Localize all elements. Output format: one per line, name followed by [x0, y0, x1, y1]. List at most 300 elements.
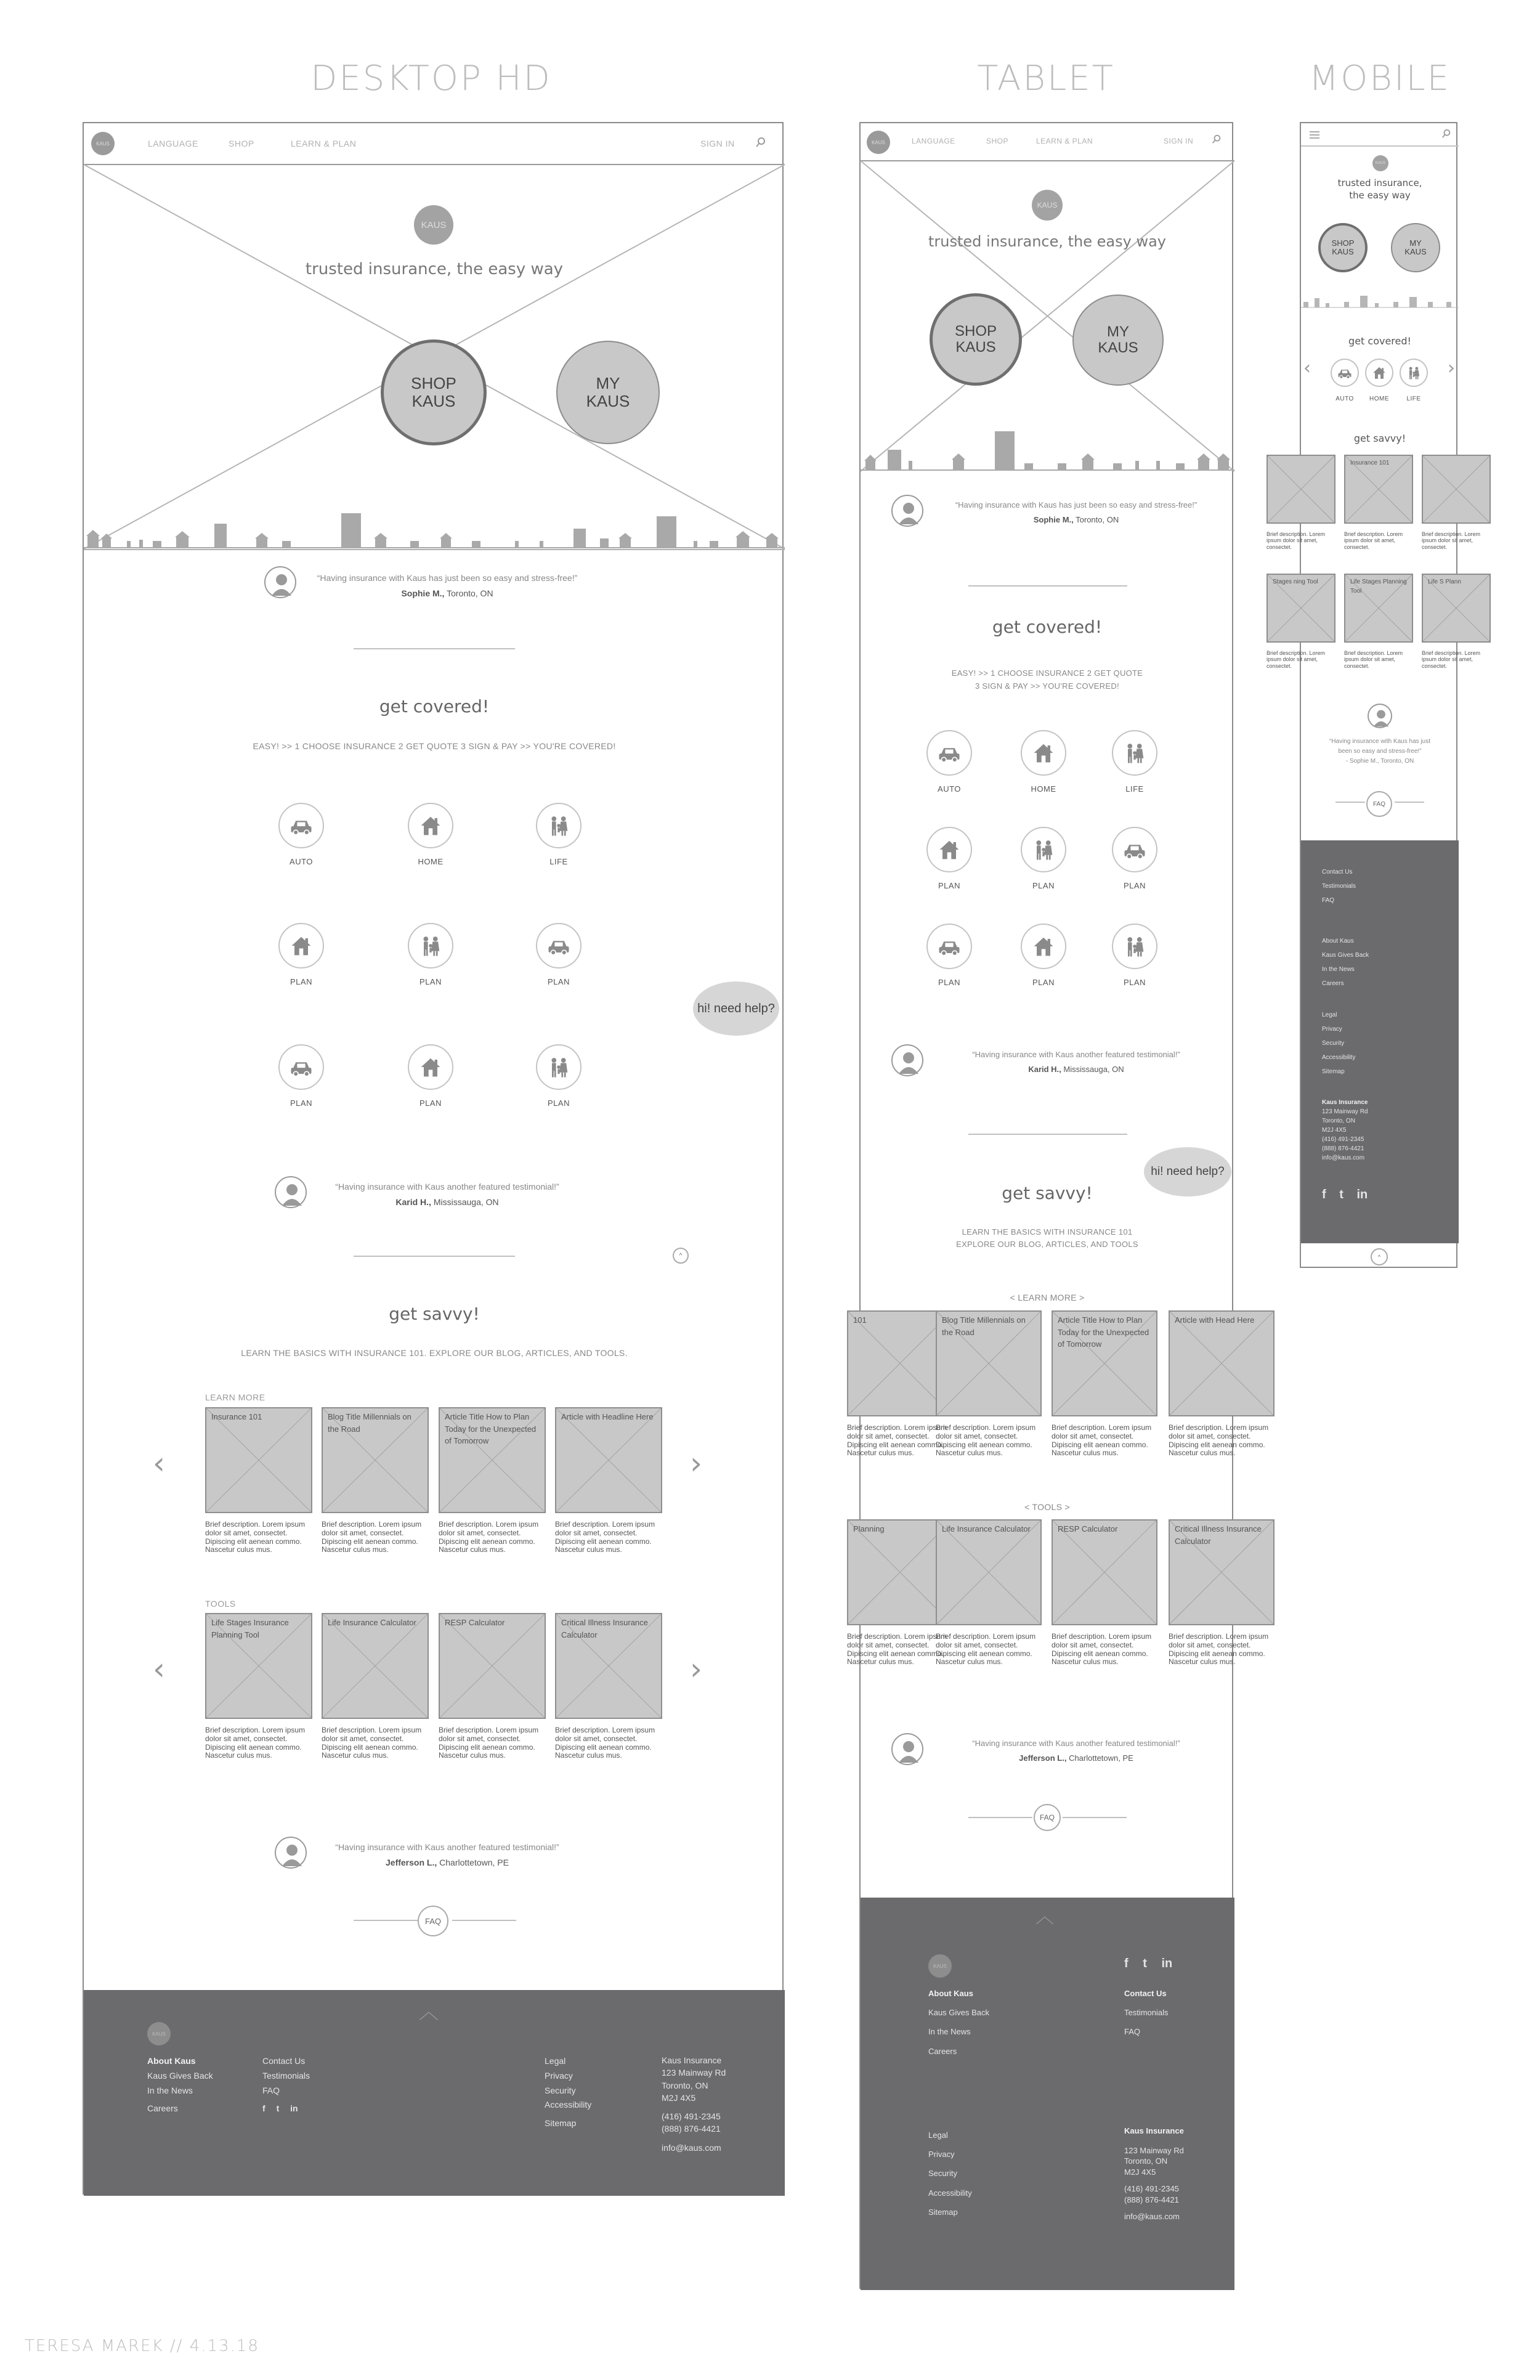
- faq-button[interactable]: [1034, 1804, 1061, 1831]
- coverage-label: HOME: [418, 857, 444, 866]
- faq-divider-left: [1335, 802, 1365, 803]
- testimonial-author: [934, 515, 1218, 524]
- testimonial-author: [287, 1858, 607, 1867]
- coverage-option[interactable]: [914, 827, 984, 890]
- footer-email[interactable]: info@kaus.com: [662, 2142, 721, 2153]
- help-chat-bubble[interactable]: [693, 981, 779, 1036]
- hero-logo: [414, 205, 453, 245]
- card-description: Brief description. Lorem ipsum dolor sit amet, consectet. Dipiscing elit aenean commo. Nascetur culus mus.: [847, 1423, 947, 1458]
- footer-faq-link[interactable]: FAQ: [262, 2085, 280, 2095]
- footer-news-link[interactable]: In the News: [147, 2085, 193, 2095]
- testimonial-quote: “Having insurance with Kaus another featured testimonial!”: [335, 1842, 559, 1852]
- savvy-title: get savvy!: [389, 1304, 480, 1324]
- my-kaus-button[interactable]: MY KAUS: [556, 341, 660, 444]
- nav-learn-plan[interactable]: LEARN & PLAN: [1036, 137, 1093, 145]
- nav-sign-in[interactable]: SIGN IN: [700, 139, 735, 148]
- card-title: Life Insurance Calculator: [942, 1524, 1031, 1533]
- card-title: Planning: [853, 1524, 885, 1533]
- footer-about-link[interactable]: About Kaus: [147, 2056, 196, 2066]
- hero-divider: [84, 549, 785, 550]
- savvy-title: get savvy!: [1353, 433, 1406, 444]
- author-name: Jefferson L.,: [1019, 1753, 1067, 1763]
- mobile-footer: [1301, 840, 1459, 1243]
- city-skyline: [1301, 294, 1459, 308]
- coverage-option[interactable]: [1008, 827, 1079, 890]
- footer-address1: 123 Mainway Rd: [1124, 2145, 1184, 2155]
- coverage-option[interactable]: [266, 1044, 336, 1108]
- card-description: Brief description. Lorem ipsum dolor sit amet, consectet. Dipiscing elit aenean commo. Nascetur culus mus.: [322, 1726, 422, 1760]
- card-description: Brief description. Lorem ipsum dolor sit amet, consectet.: [1266, 650, 1326, 669]
- faq-button[interactable]: [418, 1906, 448, 1936]
- footer-legal-link[interactable]: Legal: [928, 2130, 948, 2140]
- footer-phone1[interactable]: (416) 491-2345: [1124, 2184, 1179, 2194]
- footer-col-legal: [545, 2054, 591, 2131]
- footer-col-contact: [1124, 1984, 1169, 2042]
- hero-tagline: trusted insurance, the easy way: [928, 233, 1166, 250]
- footer-privacy-link[interactable]: Privacy: [928, 2150, 955, 2159]
- footer-email[interactable]: info@kaus.com: [1124, 2212, 1180, 2222]
- coverage-option[interactable]: [524, 1044, 594, 1108]
- coverage-label: PLAN: [419, 977, 442, 986]
- house-icon: [1021, 730, 1066, 776]
- covered-steps-2: 3 SIGN & PAY >> YOU'RE COVERED!: [975, 681, 1120, 691]
- card-title: Life Insurance Calculator: [328, 1618, 416, 1627]
- coverage-option[interactable]: [266, 923, 336, 986]
- testimonial-author: [287, 588, 607, 598]
- savvy-subtitle-2: EXPLORE OUR BLOG, ARTICLES, AND TOOLS: [956, 1240, 1138, 1249]
- coverage-label: HOME: [1369, 396, 1389, 402]
- author-name: Karid H.,: [395, 1197, 431, 1207]
- footer-phone2[interactable]: (888) 876-4421: [1124, 2195, 1179, 2204]
- car-icon: [278, 803, 324, 848]
- search-icon[interactable]: [1212, 134, 1222, 144]
- card-title: 101: [853, 1315, 867, 1325]
- section-divider: [968, 1134, 1127, 1135]
- card-title: RESP Calculator: [445, 1618, 505, 1627]
- content-card[interactable]: [1266, 574, 1335, 643]
- coverage-option[interactable]: [395, 1044, 466, 1108]
- family-icon: [536, 1044, 582, 1090]
- tablet-frame: [847, 122, 1269, 2289]
- coverage-label: PLAN: [290, 1099, 312, 1108]
- tools-label[interactable]: < TOOLS >: [1024, 1502, 1070, 1512]
- content-card[interactable]: [322, 1407, 429, 1513]
- footer-privacy-link[interactable]: Privacy: [545, 2070, 573, 2081]
- nav-language[interactable]: LANGUAGE: [912, 137, 955, 145]
- avatar: [891, 1044, 923, 1076]
- card-title: Article Title How to Plan Today for the Unexpected of Tomorrow: [1058, 1315, 1149, 1349]
- coverage-option[interactable]: [524, 923, 594, 986]
- author-city: Mississauga, ON: [1063, 1065, 1124, 1074]
- footer-privacy-link[interactable]: Privacy: [1322, 1026, 1342, 1033]
- nav-shop[interactable]: SHOP: [986, 137, 1009, 145]
- house-icon: [408, 1044, 453, 1090]
- footer-contact-link[interactable]: Contact Us: [262, 2056, 306, 2066]
- covered-title: get covered!: [379, 696, 490, 717]
- footer-email[interactable]: info@kaus.com: [1322, 1155, 1365, 1161]
- section-divider: [968, 585, 1127, 587]
- testimonial-quote: “Having insurance with Kaus has just been so easy and stress-free!”: [317, 573, 578, 583]
- desktop-frame: [83, 122, 784, 2195]
- content-card[interactable]: [1344, 574, 1413, 643]
- footer-logo[interactable]: [147, 2022, 171, 2045]
- card-description: Brief description. Lorem ipsum dolor sit amet, consectet. Dipiscing elit aenean commo. Nascetur culus mus.: [205, 1726, 306, 1760]
- search-icon[interactable]: [1441, 129, 1451, 139]
- testimonial-quote: “Having insurance with Kaus has just been so easy and stress-free!”: [1329, 738, 1430, 755]
- coverage-label: LIFE: [1125, 784, 1144, 794]
- footer-company: Kaus Insurance: [662, 2055, 722, 2065]
- faq-text: FAQ: [424, 1916, 441, 1926]
- avatar: [891, 495, 923, 527]
- help-text: hi! need help?: [1151, 1165, 1225, 1178]
- back-to-top-icon[interactable]: ︿: [1035, 1906, 1054, 1928]
- footer-postal: M2J 4X5: [662, 2092, 696, 2103]
- desktop-footer: [84, 1990, 785, 2196]
- coverage-option[interactable]: [914, 924, 984, 987]
- card-title: Article Title How to Plan Today for the Unexpected of Tomorrow: [445, 1412, 537, 1445]
- scroll-up-small-button[interactable]: ^: [673, 1248, 689, 1264]
- hamburger-menu-icon[interactable]: [1310, 131, 1319, 138]
- hero-tagline: trusted insurance, the easy way: [1337, 177, 1422, 201]
- learn-more-label: LEARN MORE: [205, 1392, 265, 1402]
- coverage-label: PLAN: [290, 977, 312, 986]
- car-icon: [278, 1044, 324, 1090]
- testimonial-author: [934, 1753, 1218, 1763]
- coverage-option[interactable]: [1100, 730, 1170, 794]
- social-icons: [262, 2102, 310, 2116]
- footer-security-link[interactable]: Security: [545, 2085, 576, 2095]
- coverage-label: LIFE: [1406, 396, 1421, 402]
- footer-phone1[interactable]: (416) 491-2345: [1322, 1136, 1364, 1143]
- author-name: Jefferson L.,: [386, 1858, 437, 1867]
- carousel-next-icon[interactable]: ›: [690, 1445, 702, 1481]
- shop-kaus-button[interactable]: SHOP KAUS: [930, 293, 1022, 386]
- author-city: Toronto, ON: [1076, 515, 1119, 524]
- footer-logo-text: KAUS: [933, 1963, 947, 1969]
- card-description: Brief description. Lorem ipsum dolor sit amet, consectet. Dipiscing elit aenean commo. Nascetur culus mus.: [936, 1423, 1036, 1458]
- twitter-icon[interactable]: t: [276, 2103, 280, 2114]
- card-title: Article with Head Here: [1175, 1315, 1255, 1325]
- card-title: Article with Headline Here: [561, 1412, 654, 1421]
- author-city: Mississauga, ON: [433, 1197, 499, 1207]
- card-description: Brief description. Lorem ipsum dolor sit amet, consectet. Dipiscing elit aenean commo. Nascetur culus mus.: [1169, 1423, 1269, 1458]
- search-icon[interactable]: [755, 137, 766, 148]
- twitter-icon[interactable]: t: [1339, 1188, 1343, 1201]
- nav-logo[interactable]: [867, 131, 890, 154]
- footer-accessibility-link[interactable]: Accessibility: [545, 2100, 592, 2110]
- family-icon: [1400, 359, 1428, 387]
- faq-button[interactable]: [1366, 791, 1392, 817]
- faq-divider-left: [968, 1817, 1032, 1818]
- footer-careers-link[interactable]: Careers: [147, 2103, 178, 2114]
- footer-phone1[interactable]: (416) 491-2345: [662, 2111, 721, 2122]
- card-title: Insurance 101: [1350, 460, 1390, 466]
- card-description: Brief description. Lorem ipsum dolor sit amet, consectet.: [1344, 531, 1403, 550]
- footer-about-link[interactable]: About Kaus: [1322, 938, 1354, 944]
- content-card[interactable]: [205, 1407, 312, 1513]
- card-title: RESP Calculator: [1058, 1524, 1118, 1533]
- learn-more-label[interactable]: < LEARN MORE >: [1010, 1293, 1085, 1302]
- hero-tagline: trusted insurance, the easy way: [305, 260, 564, 278]
- testimonial-quote: “Having insurance with Kaus has just been so easy and stress-free!”: [955, 500, 1198, 510]
- car-icon: [536, 923, 582, 969]
- coverage-option[interactable]: [266, 803, 336, 866]
- coverage-label: PLAN: [938, 881, 960, 890]
- content-card[interactable]: [936, 1519, 1042, 1625]
- coverage-label: HOME: [1031, 784, 1056, 794]
- facebook-icon[interactable]: f: [1322, 1188, 1326, 1201]
- carousel-next-icon[interactable]: ›: [1448, 357, 1455, 379]
- footer-legal-link[interactable]: Legal: [1322, 1012, 1337, 1018]
- footer-phone2[interactable]: (888) 876-4421: [1322, 1145, 1364, 1152]
- card-title: Critical Illness Insurance Calculator: [561, 1618, 648, 1639]
- content-card[interactable]: [555, 1407, 662, 1513]
- coverage-label: PLAN: [548, 977, 570, 986]
- my-kaus-button[interactable]: MY KAUS: [1072, 294, 1164, 386]
- testimonial-author: [287, 1197, 607, 1207]
- footer-address1: 123 Mainway Rd: [662, 2068, 726, 2078]
- footer-col-legal: [928, 2126, 972, 2222]
- shop-kaus-button[interactable]: SHOP KAUS: [1318, 223, 1368, 272]
- covered-title: get covered!: [1348, 335, 1411, 347]
- footer-address2: Toronto, ON: [1322, 1118, 1355, 1124]
- card-description: Brief description. Lorem ipsum dolor sit amet, consectet.: [1266, 531, 1326, 550]
- content-card[interactable]: [1344, 455, 1413, 524]
- tools-label: TOOLS: [205, 1599, 236, 1609]
- card-description: Brief description. Lorem ipsum dolor sit amet, consectet.: [1422, 531, 1481, 550]
- my-kaus-button[interactable]: MY KAUS: [1391, 223, 1440, 272]
- savvy-subtitle-1: LEARN THE BASICS WITH INSURANCE 101: [962, 1227, 1133, 1237]
- back-to-top-icon[interactable]: ︿: [419, 2000, 439, 2023]
- footer-logo-text: KAUS: [152, 2031, 166, 2037]
- card-description: Brief description. Lorem ipsum dolor sit amet, consectet. Dipiscing elit aenean commo. Nascetur culus mus.: [555, 1520, 655, 1554]
- author-name: Sophie M.,: [1033, 515, 1074, 524]
- footer-phone2[interactable]: (888) 876-4421: [662, 2124, 721, 2134]
- coverage-option[interactable]: [914, 730, 984, 794]
- coverage-label: PLAN: [938, 978, 960, 987]
- shop-kaus-button[interactable]: SHOP KAUS: [381, 339, 487, 445]
- coverage-option[interactable]: [1387, 359, 1440, 402]
- coverage-label: PLAN: [1124, 881, 1146, 890]
- footer-col-contact: [1322, 865, 1356, 908]
- faq-text: FAQ: [1039, 1813, 1055, 1822]
- footer-testimonials-link[interactable]: Testimonials: [1124, 2008, 1169, 2018]
- author-city: Toronto, ON: [447, 588, 493, 598]
- footer-careers-link[interactable]: Careers: [928, 2046, 957, 2056]
- content-card[interactable]: [1169, 1519, 1275, 1625]
- card-title: Life Stages Planning Tool: [1350, 579, 1407, 595]
- author-city: Charlottetown, PE: [439, 1858, 509, 1867]
- footer-col-about: [928, 1984, 989, 2061]
- carousel-next-icon[interactable]: ›: [690, 1651, 702, 1687]
- house-icon: [408, 803, 453, 848]
- content-card[interactable]: [439, 1407, 546, 1513]
- content-card[interactable]: [205, 1613, 312, 1719]
- card-title: Critical Illness Insurance Calculator: [1175, 1524, 1262, 1546]
- coverage-label: LIFE: [549, 857, 568, 866]
- family-icon: [1112, 924, 1157, 969]
- nav-sign-in[interactable]: SIGN IN: [1164, 137, 1194, 145]
- footer-accessibility-link[interactable]: Accessibility: [928, 2188, 972, 2198]
- footer-address2: Toronto, ON: [662, 2080, 708, 2090]
- card-description: Brief description. Lorem ipsum dolor sit amet, consectet. Dipiscing elit aenean commo. Nascetur culus mus.: [1052, 1423, 1152, 1458]
- coverage-option[interactable]: [1100, 827, 1170, 890]
- coverage-option[interactable]: [395, 923, 466, 986]
- footer-col-contact: [262, 2054, 310, 2116]
- social-icons: [1322, 1184, 1368, 1205]
- footer-address1: 123 Mainway Rd: [1322, 1108, 1368, 1115]
- facebook-icon[interactable]: f: [1124, 1957, 1129, 1970]
- hero-logo-text: KAUS: [1375, 161, 1386, 165]
- card-description: Brief description. Lorem ipsum dolor sit amet, consectet. Dipiscing elit aenean commo. Nascetur culus mus.: [1052, 1632, 1152, 1667]
- nav-logo-text: KAUS: [96, 140, 110, 147]
- card-description: Brief description. Lorem ipsum dolor sit amet, consectet. Dipiscing elit aenean commo. Nascetur culus mus.: [439, 1520, 539, 1554]
- footer-security-link[interactable]: Security: [928, 2169, 957, 2179]
- content-card[interactable]: [1422, 455, 1491, 524]
- footer-postal: M2J 4X5: [1322, 1127, 1347, 1134]
- mobile-heading: MOBILE: [1308, 59, 1451, 99]
- nav-language[interactable]: LANGUAGE: [148, 139, 198, 148]
- footer-col-address: [662, 2054, 726, 2154]
- footer-col-legal: [1322, 1008, 1355, 1079]
- card-title: Life Stages Insurance Planning Tool: [211, 1618, 289, 1639]
- footer-gives-link[interactable]: Kaus Gives Back: [1322, 952, 1369, 959]
- footer-news-link[interactable]: In the News: [1322, 966, 1355, 973]
- footer-postal: M2J 4X5: [1124, 2167, 1156, 2177]
- faq-divider-right: [1063, 1817, 1127, 1818]
- content-card[interactable]: [1422, 574, 1491, 643]
- footer-faq-link[interactable]: FAQ: [1124, 2027, 1141, 2037]
- savvy-title: get savvy!: [1002, 1183, 1093, 1203]
- carousel-prev-icon[interactable]: ‹: [1303, 357, 1311, 379]
- twitter-icon[interactable]: t: [1143, 1957, 1147, 1970]
- help-text: hi! need help?: [697, 1001, 775, 1015]
- author-name: Sophie M.,: [401, 588, 445, 598]
- testimonial-author: [934, 1065, 1218, 1074]
- coverage-label: AUTO: [1335, 396, 1354, 402]
- content-card[interactable]: [555, 1613, 662, 1719]
- footer-col-address: [1124, 2126, 1184, 2222]
- footer-security-link[interactable]: Security: [1322, 1040, 1345, 1047]
- car-icon: [926, 730, 972, 776]
- content-card[interactable]: [1169, 1310, 1275, 1416]
- content-card[interactable]: [1266, 455, 1335, 524]
- card-title: Life S Plann: [1428, 579, 1461, 585]
- faq-divider-left: [354, 1920, 418, 1921]
- coverage-option[interactable]: [1008, 924, 1079, 987]
- section-divider: [354, 1256, 515, 1257]
- faq-divider-right: [452, 1920, 516, 1921]
- family-icon: [408, 923, 453, 969]
- footer-sitemap-link[interactable]: Sitemap: [928, 2207, 958, 2217]
- card-description: Brief description. Lorem ipsum dolor sit amet, consectet. Dipiscing elit aenean commo. Nascetur culus mus.: [205, 1520, 306, 1554]
- facebook-icon[interactable]: f: [262, 2103, 265, 2114]
- city-skyline: [861, 430, 1234, 471]
- coverage-label: AUTO: [290, 857, 313, 866]
- nav-shop[interactable]: SHOP: [229, 139, 254, 148]
- tablet-footer: [861, 1898, 1234, 2290]
- card-title: Stages ning Tool: [1273, 579, 1318, 585]
- covered-steps: EASY! >> 1 CHOOSE INSURANCE 2 GET QUOTE 3 SIGN & PAY >> YOU'RE COVERED!: [253, 741, 616, 751]
- family-icon: [1021, 827, 1066, 872]
- card-description: Brief description. Lorem ipsum dolor sit amet, consectet. Dipiscing elit aenean commo. Nascetur culus mus.: [322, 1520, 422, 1554]
- nav-logo[interactable]: [91, 132, 115, 155]
- author-city: Charlottetown, PE: [1069, 1753, 1133, 1763]
- footer-gives-link[interactable]: Kaus Gives Back: [147, 2070, 213, 2081]
- content-card[interactable]: [1052, 1310, 1157, 1416]
- car-icon: [926, 924, 972, 969]
- house-icon: [278, 923, 324, 969]
- content-card[interactable]: [439, 1613, 546, 1719]
- hero-logo-text: KAUS: [421, 219, 447, 230]
- card-description: Brief description. Lorem ipsum dolor sit amet, consectet. Dipiscing elit aenean commo. Nascetur culus mus.: [439, 1726, 539, 1760]
- house-icon: [926, 827, 972, 872]
- content-card[interactable]: [936, 1310, 1042, 1416]
- footer-news-link[interactable]: In the News: [928, 2027, 971, 2037]
- covered-steps-1: EASY! >> 1 CHOOSE INSURANCE 2 GET QUOTE: [951, 668, 1143, 678]
- car-icon: [1112, 827, 1157, 872]
- coverage-option[interactable]: [524, 803, 594, 866]
- avatar: [891, 1733, 923, 1765]
- footer-sitemap-link[interactable]: Sitemap: [1322, 1068, 1345, 1075]
- faq-text: FAQ: [1372, 800, 1385, 808]
- tablet-heading: TABLET: [977, 59, 1115, 99]
- section-divider: [354, 648, 515, 649]
- footer-legal-link[interactable]: Legal: [545, 2056, 566, 2066]
- family-icon: [536, 803, 582, 848]
- back-to-top-button[interactable]: ^: [1371, 1248, 1388, 1265]
- coverage-option[interactable]: [395, 803, 466, 866]
- carousel-prev-icon[interactable]: ‹: [153, 1651, 165, 1687]
- designer-signature: TERESA MAREK // 4.13.18: [25, 2337, 259, 2355]
- footer-company: Kaus Insurance: [1322, 1099, 1368, 1106]
- linkedin-icon[interactable]: in: [1356, 1188, 1368, 1201]
- footer-contact-link[interactable]: Contact Us: [1322, 869, 1353, 875]
- footer-sitemap-link[interactable]: Sitemap: [545, 2118, 577, 2129]
- coverage-option[interactable]: [1008, 730, 1079, 794]
- desktop-heading: DESKTOP HD: [310, 59, 552, 99]
- footer-contact-link[interactable]: Contact Us: [1124, 1989, 1167, 1998]
- footer-testimonials-link[interactable]: Testimonials: [1322, 883, 1356, 890]
- linkedin-icon[interactable]: in: [1161, 1957, 1173, 1970]
- footer-about-link[interactable]: About Kaus: [928, 1989, 973, 1998]
- footer-faq-link[interactable]: FAQ: [1322, 897, 1335, 904]
- coverage-label: PLAN: [419, 1099, 442, 1108]
- nav-divider: [1301, 145, 1459, 147]
- savvy-subtitle: LEARN THE BASICS WITH INSURANCE 101. EXPLORE OUR BLOG, ARTICLES, AND TOOLS.: [241, 1348, 628, 1358]
- house-icon: [1021, 924, 1066, 969]
- linkedin-icon[interactable]: in: [290, 2103, 298, 2114]
- coverage-label: PLAN: [548, 1099, 570, 1108]
- card-description: Brief description. Lorem ipsum dolor sit amet, consectet. Dipiscing elit aenean commo. Nascetur culus mus.: [555, 1726, 655, 1760]
- footer-logo[interactable]: [928, 1954, 952, 1978]
- footer-accessibility-link[interactable]: Accessibility: [1322, 1054, 1356, 1061]
- card-description: Brief description. Lorem ipsum dolor sit amet, consectet.: [1344, 650, 1403, 669]
- testimonial-quote: “Having insurance with Kaus another featured testimonial!”: [972, 1739, 1180, 1748]
- content-card[interactable]: [1052, 1519, 1157, 1625]
- nav-learn-plan[interactable]: LEARN & PLAN: [291, 139, 357, 148]
- coverage-option[interactable]: [1100, 924, 1170, 987]
- card-title: Blog Title Millennials on the Road: [942, 1315, 1026, 1337]
- footer-careers-link[interactable]: Careers: [1322, 980, 1344, 987]
- footer-gives-link[interactable]: Kaus Gives Back: [928, 2008, 989, 2018]
- footer-testimonials-link[interactable]: Testimonials: [262, 2070, 310, 2081]
- footer-company: Kaus Insurance: [1124, 2126, 1184, 2135]
- footer-col-about: [147, 2054, 213, 2116]
- carousel-prev-icon[interactable]: ‹: [153, 1445, 165, 1481]
- coverage-label: AUTO: [938, 784, 961, 794]
- content-card[interactable]: [322, 1613, 429, 1719]
